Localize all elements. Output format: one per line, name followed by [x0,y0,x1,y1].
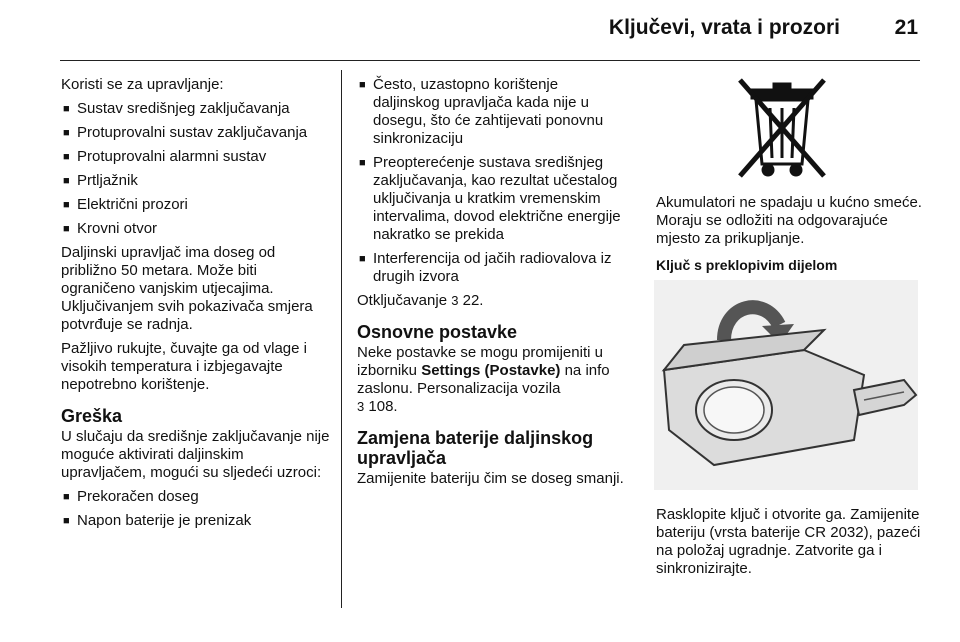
bullet-icon: ■ [63,491,70,503]
page-ref-icon: 3 [451,293,459,308]
list-item: ■ Krovni otvor [63,220,158,237]
bullet-icon: ■ [63,199,70,211]
column-divider [341,70,342,608]
page-title: Ključevi, vrata i prozori [608,16,840,39]
column-left [61,76,331,536]
bullet-icon: ■ [63,515,70,527]
error-heading: Greška [61,406,123,426]
battery-paragraph: Zamijenite bateriju čim se doseg smanji. [357,470,624,487]
page-ref-icon: 3 [357,399,365,414]
crossed-bin-icon [656,76,926,182]
bullet-icon: ■ [63,103,70,115]
range-paragraph: Daljinski upravljač ima doseg od približno 50 metara. Može biti ograničeno vanjskim utjecajima. Uključivanjem svih pokazivača smjera potvrđuje se radnja. [61,244,313,333]
bullet-icon: ■ [63,175,70,187]
error-paragraph: U slučaju da središnje zaključavanje nije moguće aktivirati daljinskim upravljačem, mogući su sljedeći uzroci: [61,428,330,481]
intro-text: Koristi se za upravljanje: [61,76,224,93]
column-middle [357,76,627,494]
basic-settings-heading: Osnovne postavke [357,322,518,342]
unlock-reference: Otključavanje 3 22. [357,292,484,309]
bullet-icon: ■ [63,127,70,139]
column-right [656,76,926,584]
cause-list [61,488,331,530]
list-item: ■ Često, uzastopno korištenje daljinskog upravljača kada nije u dosegu, što će zahtijevati ponovnu sinkronizaciju [359,76,604,147]
bullet-icon: ■ [359,253,366,265]
key-battery-illustration [654,280,918,490]
control-list [61,100,331,238]
battery-heading: Zamjena baterije daljinskog upravljača [357,428,594,468]
list-item: ■ Električni prozori [63,196,188,213]
list-item: ■ Protuprovalni sustav zaključavanja [63,124,308,141]
page-number: 21 [894,16,918,39]
folding-key-heading: Ključ s preklopivim dijelom [656,257,838,273]
list-item: ■ Prtljažnik [63,172,138,189]
cause-list-continued [357,76,627,286]
care-paragraph: Pažljivo rukujte, čuvajte ga od vlage i visokih temperatura i izbjegavajte nepotrebno korištenje. [61,340,307,393]
disposal-paragraph: Akumulatori ne spadaju u kućno smeće. Moraju se odložiti na odgovarajuće mjesto za prikupljanje. [656,194,922,247]
basic-settings-paragraph: Neke postavke se mogu promijeniti u izborniku Settings (Postavke) na info zaslonu. Personalizacija vozila 3 108. [357,344,610,415]
list-item: ■ Preopterećenje sustava središnjeg zaključavanja, kao rezultat učestalog uključivanja u kratkim vremenskim intervalima, dovod električne energije nakratko se prekida [359,154,621,243]
settings-menu-name: Settings (Postavke) [421,362,561,379]
header-rule [60,60,920,61]
list-item: ■ Interferencija od jačih radiovalova iz drugih izvora [359,250,612,285]
bullet-icon: ■ [63,223,70,235]
key-instructions-paragraph: Rasklopite ključ i otvorite ga. Zamijenite bateriju (vrsta baterije CR 2032), pazeći na položaj ugradnje. Zatvorite ga i sinkronizirajte. [656,506,921,577]
list-item: ■ Napon baterije je prenizak [63,512,252,529]
bullet-icon: ■ [359,79,366,91]
list-item: ■ Sustav središnjeg zaključavanja [63,100,290,117]
bullet-icon: ■ [359,157,366,169]
list-item: ■ Protuprovalni alarmni sustav [63,148,267,165]
bullet-icon: ■ [63,151,70,163]
list-item: ■ Prekoračen doseg [63,488,199,505]
